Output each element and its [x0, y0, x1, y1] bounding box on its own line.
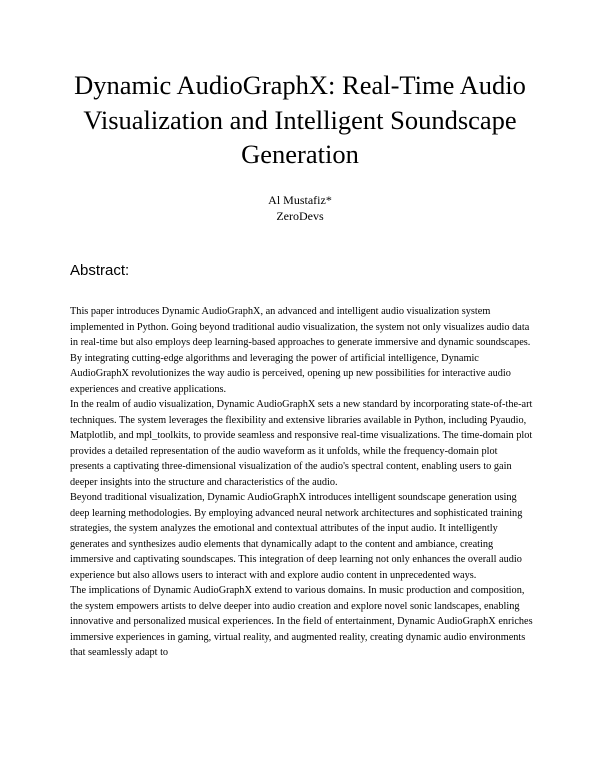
abstract-paragraph-3: Beyond traditional visualization, Dynamic AudioGraphX introduces intelligent soundscape generation using deep learning methodologies. By employing advanced neural network architectures and sophisticated training strategies, the system analyzes the emotional and contextual attributes of the input audio. It intelligently generates and synthesizes audio elements that dynamically adapt to the content and ambiance, creating immersive and captivating soundscapes. This integration of deep learning not only enhances the overall audio experience but also allows users to interact with and explore audio content in unprecedented ways.	[70, 492, 523, 581]
abstract-paragraph-1: This paper introduces Dynamic AudioGraphX, an advanced and intelligent audio visualization system implemented in Python. Going beyond traditional audio visualization, the system not only visualizes audio data in real-time but also employs deep learning-based approaches to generate immersive and dynamic soundscapes. By integrating cutting-edge algorithms and leveraging the power of artificial intelligence, Dynamic AudioGraphX revolutionizes the way audio is perceived, opening up new possibilities for interactive audio experiences and creative applications.	[70, 306, 531, 395]
abstract-body	[70, 304, 533, 661]
abstract-paragraph-4: The implications of Dynamic AudioGraphX extend to various domains. In music production and composition, the system empowers artists to delve deeper into audio creation and explore novel sonic landscapes, enabling innovative and personalized musical experiences. In the field of entertainment, Dynamic AudioGraphX enriches immersive experiences in gaming, virtual reality, and augmented reality, creating dynamic audio environments that seamlessly adapt to	[70, 585, 533, 658]
author-affiliation: ZeroDevs	[276, 209, 324, 223]
abstract-heading: Abstract:	[70, 262, 130, 279]
author-name: Al Mustafiz*	[268, 193, 332, 207]
paper-title: Dynamic AudioGraphX: Real-Time Audio Visualization and Intelligent Soundscape Generation	[74, 70, 526, 169]
abstract-paragraph-2: In the realm of audio visualization, Dynamic AudioGraphX sets a new standard by incorporating state-of-the-art techniques. The system leverages the flexibility and extensive libraries available in Python, including Pyaudio, Matplotlib, and mpl_toolkits, to provide seamless and responsive real-time visualizations. The time-domain plot provides a detailed representation of the audio waveform as it unfolds, while the frequency-domain plot presents a captivating three-dimensional visualization of the audio's spectral content, enabling users to gain deeper insights into the structure and characteristics of the audio.	[70, 399, 533, 488]
author-block	[0, 192, 600, 224]
